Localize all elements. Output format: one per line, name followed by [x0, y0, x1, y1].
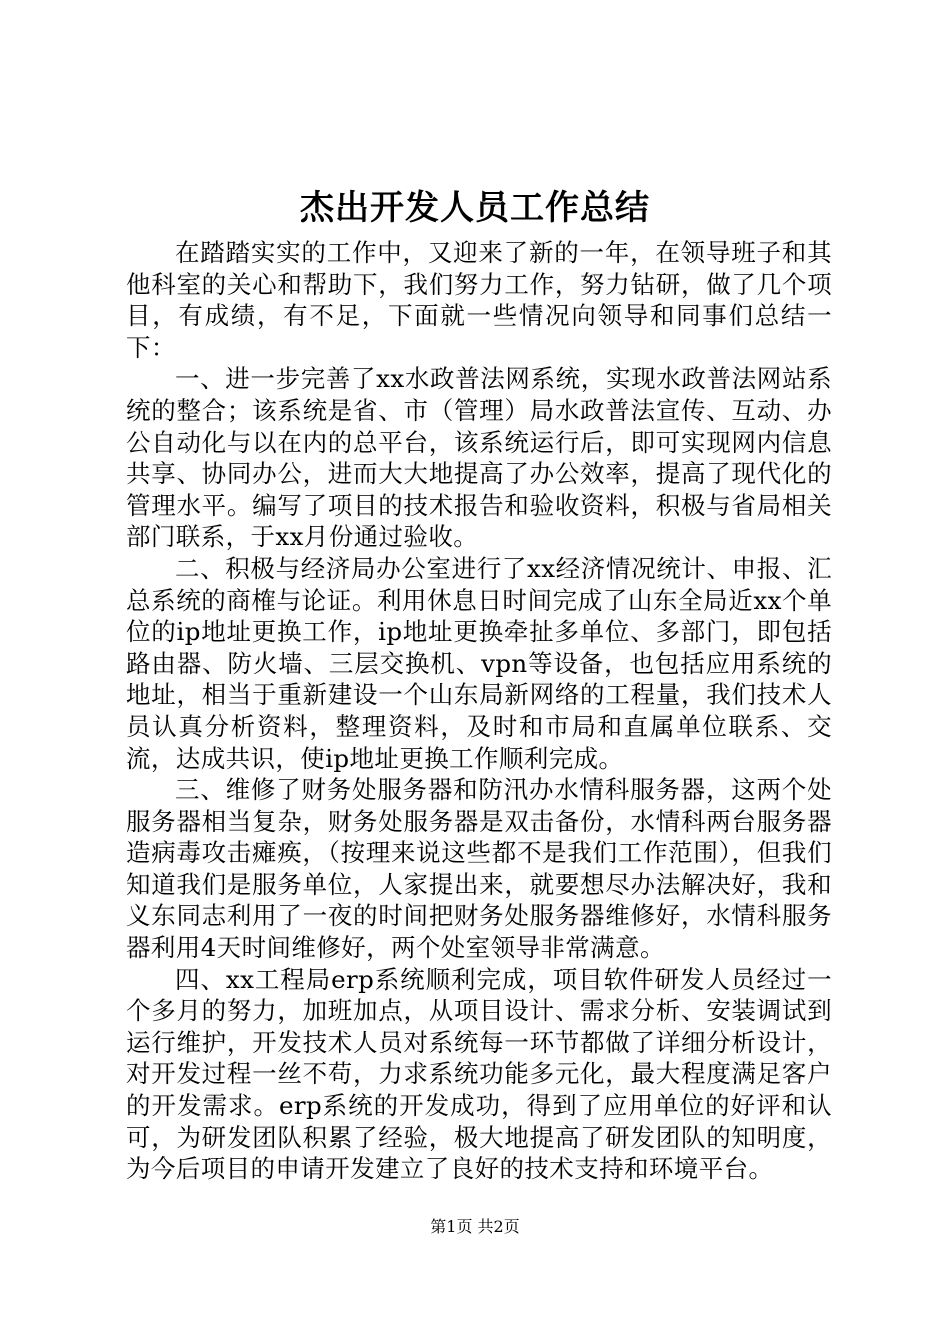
- paragraph-item-3: 三、维修了财务处服务器和防汛办水情科服务器，这两个处服务器相当复杂，财务处服务器是双击备份，水情科两台服务器造病毒攻击瘫痪，（按理来说这些都不是我们工作范围），但我们知道我们是服务单位，人家提出来，就要想尽办法解决好，我和义东同志利用了一夜的时间把财务处服务器维修好，水情科服务器利用4天时间维修好，两个处室领导非常满意。: [126, 775, 832, 963]
- document-body: [126, 237, 832, 1185]
- paragraph-item-2: 二、积极与经济局办公室进行了xx经济情况统计、申报、汇总系统的商榷与论证。利用休息日时间完成了山东全局近xx个单位的ip地址更换工作，ip地址更换牵扯多单位、多部门，即包括路由器、防火墙、三层交换机、vpn等设备，也包括应用系统的地址，相当于重新建设一个山东局新网络的工程量，我们技术人员认真分析资料，整理资料，及时和市局和直属单位联系、交流，达成共识，使ip地址更换工作顺利完成。: [126, 553, 832, 773]
- paragraph-item-1: 一、进一步完善了xx水政普法网系统，实现水政普法网站系统的整合；该系统是省、市（管理）局水政普法宣传、互动、办公自动化与以在内的总平台，该系统运行后，即可实现网内信息共享、协同办公，进而大大地提高了办公效率，提高了现代化的管理水平。编写了项目的技术报告和验收资料，积极与省局相关部门联系，于xx月份通过验收。: [126, 364, 832, 552]
- page-number-footer: 第1页 共2页: [430, 1217, 520, 1236]
- document-title: 杰出开发人员工作总结: [300, 188, 650, 228]
- paragraph-intro: 在踏踏实实的工作中，又迎来了新的一年，在领导班子和其他科室的关心和帮助下，我们努力工作，努力钻研，做了几个项目，有成绩，有不足，下面就一些情况向领导和同事们总结一下：: [126, 238, 832, 362]
- paragraph-item-4: 四、xx工程局erp系统顺利完成，项目软件研发人员经过一个多月的努力，加班加点，从项目设计、需求分析、安装调试到运行维护，开发技术人员对系统每一环节都做了详细分析设计，对开发过程一丝不苟，力求系统功能多元化，最大程度满足客户的开发需求。erp系统的开发成功，得到了应用单位的好评和认可，为研发团队积累了经验，极大地提高了研发团队的知明度，为今后项目的申请开发建立了良好的技术支持和环境平台。: [126, 964, 832, 1184]
